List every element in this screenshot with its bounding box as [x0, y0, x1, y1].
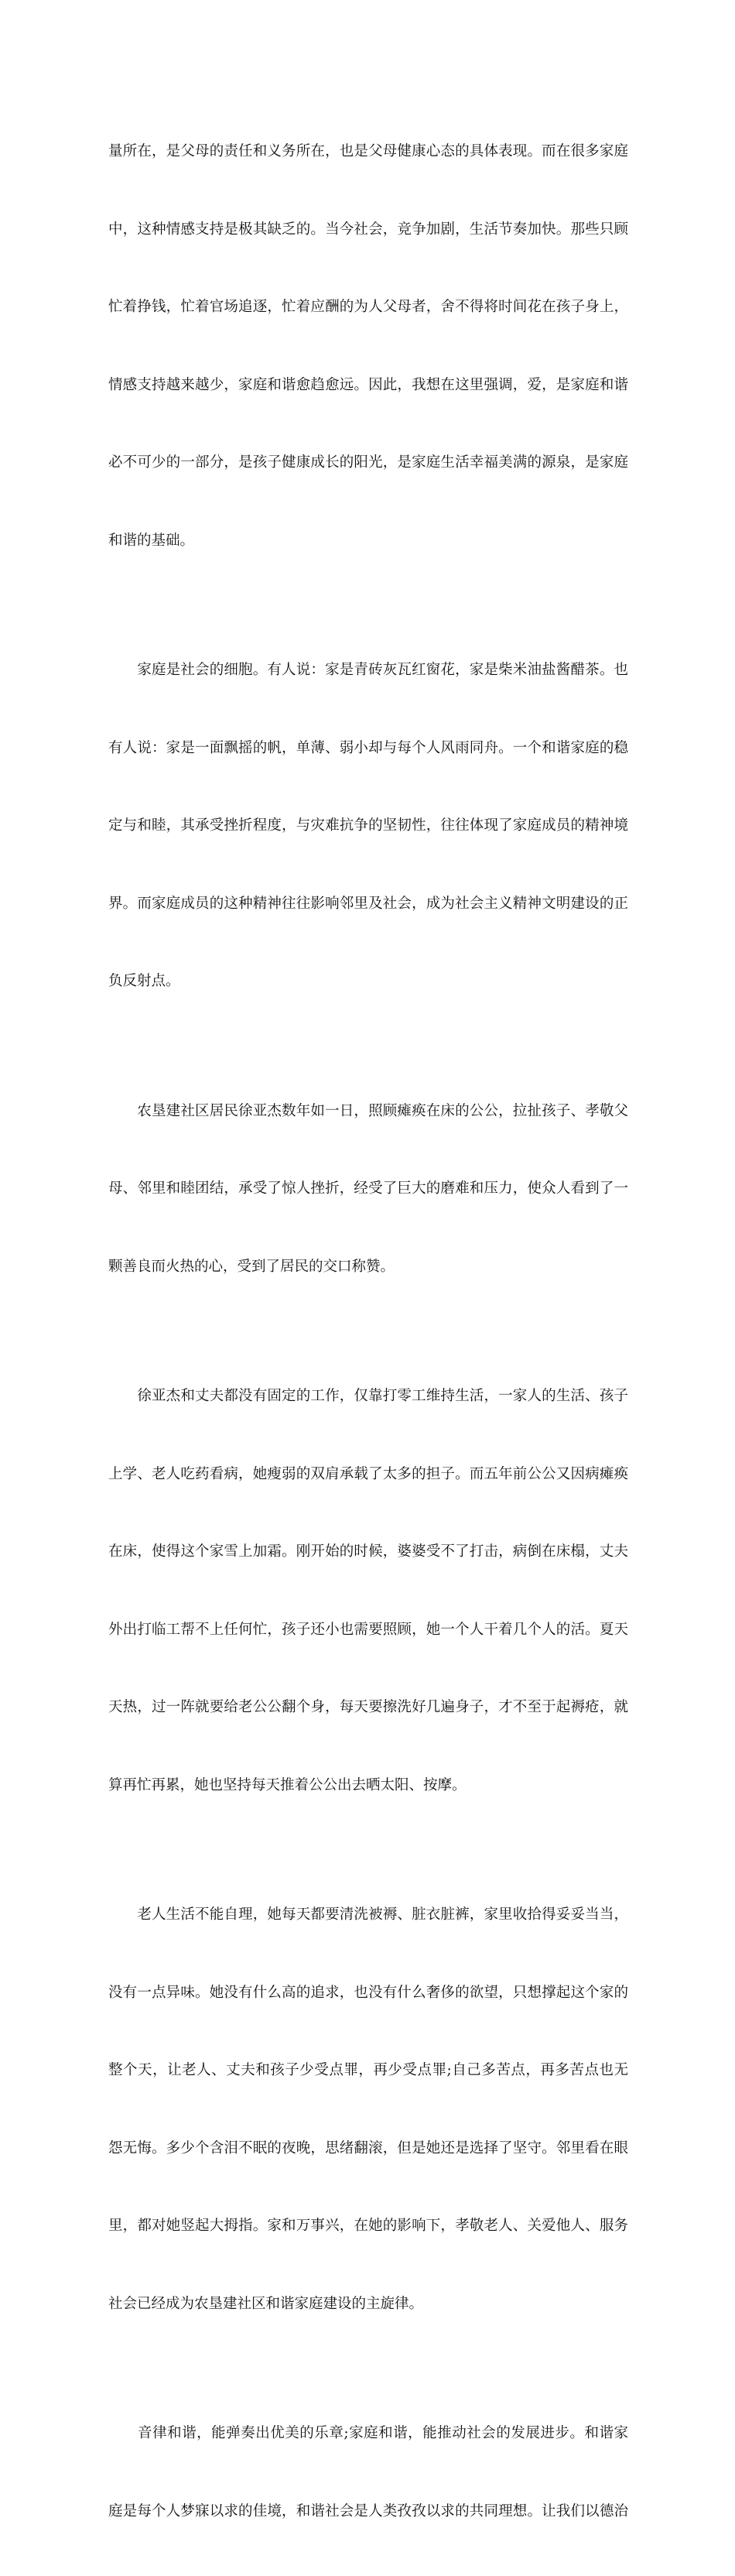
document-body — [108, 87, 628, 2576]
text-line: 颗善良而火热的心，受到了居民的交口称赞。 — [108, 1258, 395, 1275]
text-line: 没有一点异味。她没有什么高的追求，也没有什么奢侈的欲望，只想撑起这个家的 — [108, 1984, 628, 2001]
text-line: 外出打临工帮不上任何忙，孩子还小也需要照顾，她一个人干着几个人的活。夏天 — [108, 1621, 628, 1638]
text-line: 定与和睦，其承受挫折程度，与灾难抗争的坚韧性，往往体现了家庭成员的精神境 — [108, 817, 628, 834]
text-line: 情感支持越来越少，家庭和谐愈趋愈远。因此，我想在这里强调，爱，是家庭和谐 — [108, 376, 628, 393]
paragraph-1 — [108, 87, 628, 605]
text-line: 中，这种情感支持是极其缺乏的。当今社会，竞争加剧，生活节奏加快。那些只顾 — [108, 221, 628, 238]
text-line: 界。而家庭成员的这种精神往往影响邻里及社会，成为社会主义精神文明建设的正 — [108, 895, 628, 912]
text-line: 整个天，让老人、丈夫和孩子少受点罪，再少受点罪;自己多苦点，再多苦点也无 — [108, 2062, 628, 2078]
text-line: 量所在，是父母的责任和义务所在，也是父母健康心态的具体表现。而在很多家庭 — [108, 143, 628, 159]
text-line: 庭是每个人梦寐以求的佳境，和谐社会是人类孜孜以求的共同理想。让我们以德治 — [108, 2502, 628, 2519]
text-line: 在床，使得这个家雪上加霜。刚开始的时候，婆婆受不了打击，病倒在床榻，丈夫 — [108, 1543, 628, 1560]
paragraph-3 — [108, 1046, 628, 1332]
paragraph-4 — [108, 1331, 628, 1850]
text-line: 忙着挣钱，忙着官场追逐，忙着应酬的为人父母者，舍不得将时间花在孩子身上， — [108, 299, 628, 315]
text-line: 负反射点。 — [108, 973, 180, 989]
text-line: 农垦建社区居民徐亚杰数年如一日，照顾瘫痪在床的公公，拉扯孩子、孝敬父 — [108, 1102, 628, 1119]
text-line: 和谐的基础。 — [108, 532, 195, 549]
text-line: 怨无悔。多少个含泪不眠的夜晚，思绪翻滚，但是她还是选择了坚守。邻里看在眼 — [108, 2139, 628, 2156]
text-line: 老人生活不能自理，她每天都要清洗被褥、脏衣脏裤，家里收拾得妥妥当当， — [108, 1906, 628, 1923]
text-line: 社会已经成为农垦建社区和谐家庭建设的主旋律。 — [108, 2295, 424, 2312]
text-line: 有人说：家是一面飘摇的帆，单薄、弱小却与每个人风雨同舟。一个和谐家庭的稳 — [108, 739, 628, 756]
text-line: 上学、老人吃药看病，她瘦弱的双肩承载了太多的担子。而五年前公公又因病瘫痪 — [108, 1465, 628, 1482]
text-line: 里，都对她竖起大拇指。家和万事兴，在她的影响下，孝敬老人、关爱他人、服务 — [108, 2218, 628, 2234]
paragraph-5 — [108, 1850, 628, 2369]
paragraph-6 — [108, 2369, 628, 2576]
text-line: 音律和谐，能弹奏出优美的乐章;家庭和谐，能推动社会的发展进步。和谐家 — [108, 2425, 628, 2441]
text-line: 天热，过一阵就要给老公公翻个身，每天要擦洗好几遍身子，才不至于起褥疮，就 — [108, 1699, 628, 1715]
text-line: 家庭是社会的细胞。有人说：家是青砖灰瓦红窗花，家是柴米油盐酱醋茶。也 — [108, 662, 628, 678]
paragraph-2 — [108, 605, 628, 1046]
text-line: 母、邻里和睦团结，承受了惊人挫折，经受了巨大的磨难和压力，使众人看到了一 — [108, 1180, 628, 1197]
text-line: 徐亚杰和丈夫都没有固定的工作，仅靠打零工维持生活，一家人的生活、孩子 — [108, 1388, 628, 1404]
text-line: 必不可少的一部分，是孩子健康成长的阳光，是家庭生活幸福美满的源泉，是家庭 — [108, 454, 628, 471]
text-line: 算再忙再累，她也坚持每天推着公公出去晒太阳、按摩。 — [108, 1776, 467, 1793]
